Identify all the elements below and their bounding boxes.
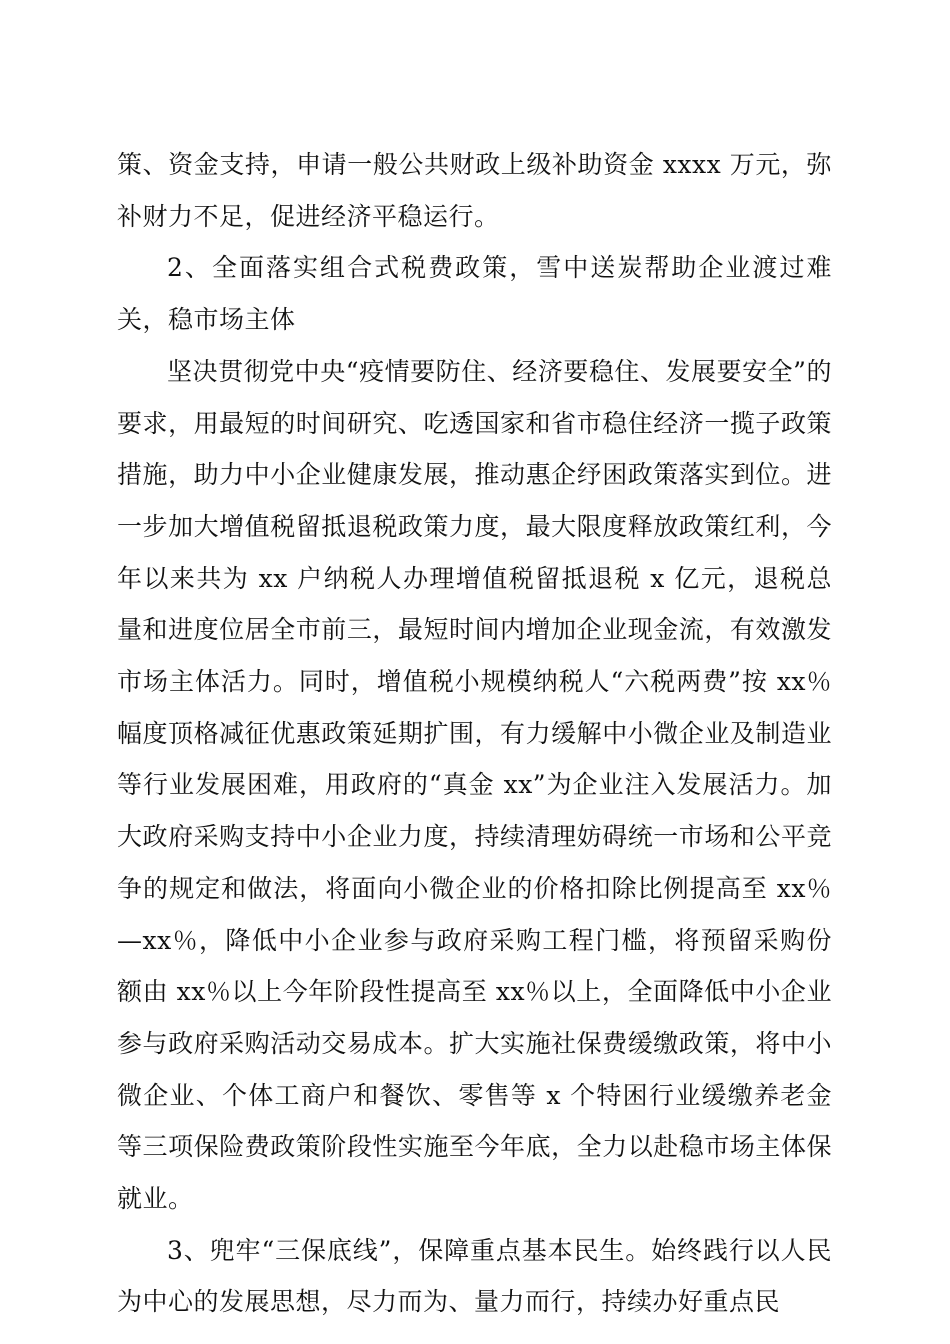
section-heading-livelihood: 3、兜牢“三保底线”，保障重点基本民生。始终践行以人民为中心的发展思想，尽力而为、量力而行，持续办好重点民 [117,1235,832,1317]
section-heading-tax-policy: 2、全面落实组合式税费政策，雪中送炭帮助企业渡过难关，稳市场主体 [117,253,832,335]
paragraph-funding-continuation: 策、资金支持，申请一般公共财政上级补助资金 xxxx 万元，弥补财力不足，促进经济平稳运行。 [117,150,832,231]
document-body [117,139,832,1328]
paragraph-tax-policy-body: 坚决贯彻党中央“疫情要防住、经济要稳住、发展要安全”的要求，用最短的时间研究、吃透国家和省市稳住经济一揽子政策措施，助力中小企业健康发展，推动惠企纾困政策落实到位。进一步加大增值税留抵退税政策力度，最大限度释放政策红利，今年以来共为 xx 户纳税人办理增值税留抵退税 x 亿元，退税总量和进度位居全市前三，最短时间内增加企业现金流，有效激发市场主体活力。同时，增值税小规模纳税人“六税两费”按 xx％幅度顶格减征优惠政策延期扩围，有力缓解中小微企业及制造业等行业发展困难，用政府的“真金 xx”为企业注入发展活力。加大政府采购支持中小企业力度，持续清理妨碍统一市场和公平竞争的规定和做法，将面向小微企业的价格扣除比例提高至 xx％—xx％，降低中小企业参与政府采购工程门槛，将预留采购份额由 xx％以上今年阶段性提高至 xx％以上，全面降低中小企业参与政府采购活动交易成本。扩大实施社保费缓缴政策，将中小微企业、个体工商户和餐饮、零售等 x 个特困行业缓缴养老金等三项保险费政策阶段性实施至今年底，全力以赴稳市场主体保就业。 [117,356,832,1214]
